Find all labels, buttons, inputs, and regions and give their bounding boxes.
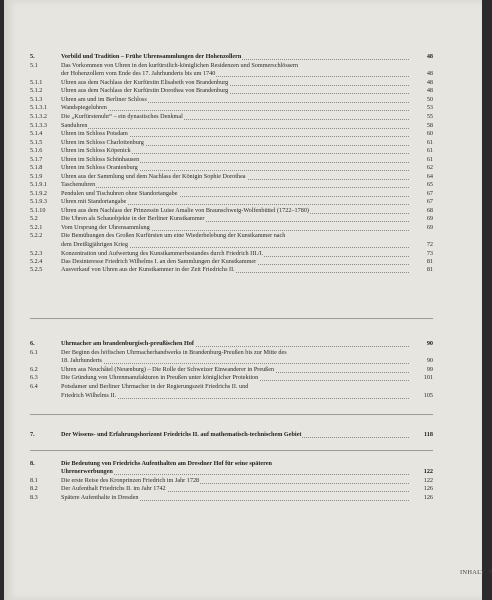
- toc-entry-title: Vorbild und Tradition – Frühe Uhrensammlungen der Hohenzollern: [61, 53, 242, 60]
- toc-entry-title: Das Vorkommen von Uhren in den kurfürstlich-königlichen Residenzen und Sommerschlössern: [61, 62, 299, 69]
- toc-entry-number: 5.1.9.3: [30, 198, 48, 205]
- toc-entry-page: 61: [426, 139, 433, 146]
- toc-entry-number: 5.2.2: [30, 232, 43, 239]
- toc-entry-number: 6.: [30, 340, 35, 347]
- toc-entry-title: Uhren aus Neuchâtel (Neuenburg) – Die Rolle der Schweizer Einwanderer in Preußen: [61, 366, 275, 373]
- toc-entry-page: 67: [426, 198, 433, 205]
- toc-entry-number: 5.1.6: [30, 147, 43, 154]
- toc-entry-page: 55: [426, 113, 433, 120]
- toc-entry-page: 126: [423, 494, 433, 501]
- toc-entry-title: Uhrmacher am brandenburgisch-preußischen Hof: [61, 340, 194, 347]
- toc-entry-page: 81: [426, 258, 433, 265]
- toc-entry-number: 5.1.5: [30, 139, 43, 146]
- toc-entry-number: 5.2.3: [30, 250, 43, 257]
- toc-entry-page: 48: [426, 87, 433, 94]
- toc-entry-number: 5.1.1: [30, 79, 43, 86]
- toc-entry-number: 5.2.5: [30, 266, 43, 273]
- toc-entry-number: 5.1.9.1: [30, 181, 48, 188]
- toc-entry-page: 105: [423, 392, 433, 399]
- toc-entry-title: Uhren aus dem Nachlass der Kurfürstin Dorothea von Brandenburg: [61, 87, 229, 94]
- toc-entry-number: 5.1.3.3: [30, 122, 48, 129]
- toc-entry-title: Uhren aus dem Nachlass der Kurfürstin Elisabeth von Brandenburg: [61, 79, 229, 86]
- toc-entry-title: Die Bedeutung von Friedrichs Aufenthalten am Dresdner Hof für seine späteren: [61, 460, 272, 467]
- toc-entry-page: 126: [423, 485, 433, 492]
- page-footer: [460, 569, 492, 576]
- toc-entry-page: 69: [426, 215, 433, 222]
- toc-entry-page: 81: [426, 266, 433, 273]
- toc-entry-title: Der Wissens- und Erfahrungshorizont Friedrichs II. auf mathematisch-technischem Gebiet: [61, 431, 302, 438]
- toc-entry-number: 6.3: [30, 374, 38, 381]
- toc-entry-page: 69: [426, 224, 433, 231]
- toc-entry-page: 68: [426, 207, 433, 214]
- toc-entry-number: 5.1: [30, 62, 38, 69]
- toc-entry-title: Der Beginn des höfischen Uhrmacherhandwerks in Brandenburg-Preußen bis zur Mitte des: [61, 349, 287, 356]
- toc-entry-title: Uhren am und im Berliner Schloss: [61, 96, 147, 103]
- toc-entry-page: 101: [423, 374, 433, 381]
- toc-entry-title: Uhrenerwerbungen: [61, 468, 113, 475]
- toc-entry-title: Die Uhren als Schauobjekte in der Berliner Kunstkammer: [61, 215, 205, 222]
- footer-page-number: 7: [488, 569, 492, 576]
- toc-entry-title: Uhren im Schloss Schönhausen: [61, 156, 140, 163]
- toc-entry-number: 5.1.9: [30, 173, 43, 180]
- toc-entry-number: 6.1: [30, 349, 38, 356]
- book-page: [4, 0, 492, 600]
- toc-entry-title: Friedrich Wilhelms II.: [61, 392, 117, 399]
- toc-entry-title: Uhren aus der Sammlung und dem Nachlass der Königin Sophie Dorothea: [61, 173, 246, 180]
- toc-entry-title: Uhren im Schloss Köpenick: [61, 147, 131, 154]
- toc-entry-page: 118: [424, 431, 433, 438]
- toc-entry-page: 64: [426, 173, 433, 180]
- toc-entry-page: 90: [426, 357, 433, 364]
- toc-entry-title: Pendulen und Tischuhren ohne Standortangabe: [61, 190, 178, 197]
- toc-entry-page: 99: [426, 366, 433, 373]
- toc-entry-page: 48: [426, 79, 433, 86]
- toc-entry-title: der Hohenzollern vom Ende des 17. Jahrhunderts bis um 1740: [61, 70, 216, 77]
- toc-entry-page: 53: [426, 104, 433, 111]
- toc-entry-page: 50: [426, 96, 433, 103]
- toc-entry-number: 6.4: [30, 383, 38, 390]
- footer-section-label: INHALT: [460, 569, 485, 576]
- toc-entry-title: Die Gründung von Uhrenmanufakturen in Preußen unter königlicher Protektion: [61, 374, 259, 381]
- toc-entry-number: 5.2.1: [30, 224, 43, 231]
- toc-entry-number: 5.1.4: [30, 130, 43, 137]
- toc-entry-number: 5.2.4: [30, 258, 43, 265]
- toc-entry-page: 48: [426, 53, 433, 60]
- toc-entry-page: 61: [426, 147, 433, 154]
- toc-entry-page: 61: [426, 156, 433, 163]
- section-divider: [30, 450, 433, 451]
- toc-entry-title: Die „Kurfürstenuhr“ – ein dynastisches Denkmal: [61, 113, 183, 120]
- toc-entry-page: 90: [426, 340, 433, 347]
- toc-entry-page: 122: [423, 468, 433, 475]
- toc-entry-title: Uhren im Schloss Potsdam: [61, 130, 128, 137]
- toc-entry-title: Uhren mit Standortangabe: [61, 198, 127, 205]
- toc-entry-number: 5.2: [30, 215, 38, 222]
- toc-entry-number: 5.: [30, 53, 35, 60]
- toc-entry-page: 122: [423, 477, 433, 484]
- toc-entry-title: Vom Ursprung der Uhrensammlung: [61, 224, 150, 231]
- toc-entry-number: 5.1.10: [30, 207, 46, 214]
- toc-entry-page: 48: [426, 70, 433, 77]
- toc-entry-number: 5.1.9.2: [30, 190, 48, 197]
- toc-entry-title: Sanduhren: [61, 122, 88, 129]
- toc-entry-title: dem Dreißigjährigen Krieg: [61, 241, 129, 248]
- toc-entry-title: Uhren im Schloss Charlottenburg: [61, 139, 144, 146]
- toc-entry-number: 8.: [30, 460, 35, 467]
- toc-entry-title: Das Desinteresse Friedrich Wilhelms I. an den Sammlungen der Kunstkammer: [61, 258, 257, 265]
- section-divider: [30, 318, 433, 319]
- toc-entry-page: 65: [426, 181, 433, 188]
- toc-entry-title: Die Bemühungen des Großen Kurfürsten um eine Wiederbelebung der Kunstkammer nach: [61, 232, 286, 239]
- toc-entry-title: Uhren im Schloss Oranienburg: [61, 164, 138, 171]
- toc-entry-title: Wandspiegeluhren: [61, 104, 107, 111]
- toc-entry-page: 58: [426, 122, 433, 129]
- toc-entry-number: 5.1.3: [30, 96, 43, 103]
- toc-entry-number: 5.1.2: [30, 87, 43, 94]
- toc-entry-page: 67: [426, 190, 433, 197]
- toc-entry-title: Ausverkauf von Uhren aus der Kunstkammer in der Zeit Friedrichs II.: [61, 266, 235, 273]
- toc-entry-number: 5.1.3.1: [30, 104, 48, 111]
- toc-entry-number: 7.: [30, 431, 35, 438]
- toc-entry-title: Potsdamer und Berliner Uhrmacher in der Regierungszeit Friedrichs II. und: [61, 383, 249, 390]
- toc-entry-title: Spätere Aufenthalte in Dresden: [61, 494, 139, 501]
- toc-entry-page: 62: [426, 164, 433, 171]
- toc-entry-number: 8.1: [30, 477, 38, 484]
- toc-entry-number: 5.1.3.2: [30, 113, 48, 120]
- toc-entry-page: 60: [426, 130, 433, 137]
- toc-entry-title: Der Aufenthalt Friedrichs II. im Jahr 1742: [61, 485, 166, 492]
- toc-entry-page: 73: [426, 250, 433, 257]
- section-divider: [30, 414, 433, 415]
- toc-entry-title: 18. Jahrhunderts: [61, 357, 102, 364]
- toc-entry-title: Konzentration und Aufwertung des Kunstkammerbestandes durch Friedrich III./I.: [61, 250, 264, 257]
- toc-entry-title: Die erste Reise des Kronprinzen Friedrich im Jahr 1728: [61, 477, 200, 484]
- toc-entry-number: 8.2: [30, 485, 38, 492]
- toc-entry-number: 5.1.8: [30, 164, 43, 171]
- toc-entry-page: 72: [426, 241, 433, 248]
- toc-entry-title: Uhren aus dem Nachlass der Prinzessin Luise Amalie von Braunschweig-Wolfenbüttel (1722–1780): [61, 207, 309, 214]
- toc-entry-title: Taschenuhren: [61, 181, 96, 188]
- toc-entry-number: 5.1.7: [30, 156, 43, 163]
- toc-entry-number: 6.2: [30, 366, 38, 373]
- toc-entry-number: 8.3: [30, 494, 38, 501]
